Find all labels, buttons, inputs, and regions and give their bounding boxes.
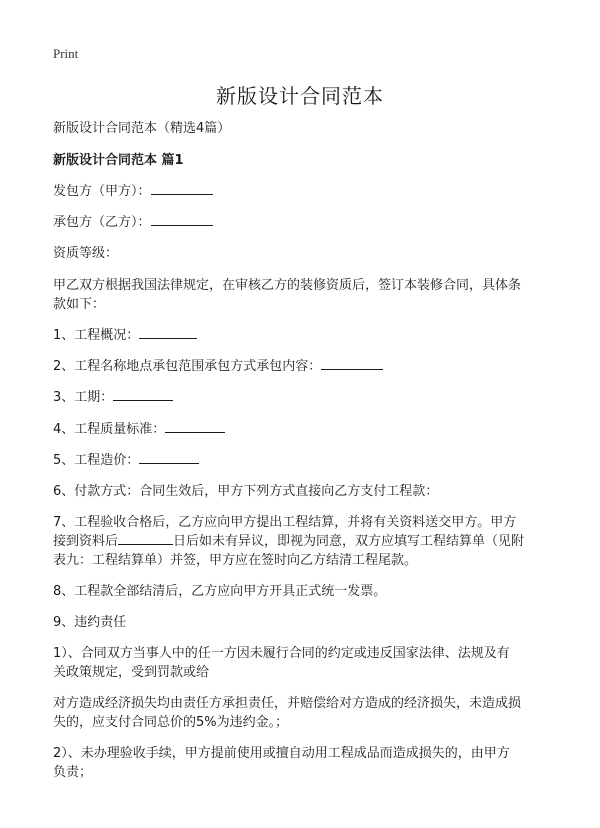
item-1-blank [139, 326, 197, 339]
document-title: 新版设计合同范本 [216, 84, 384, 108]
item-4-blank [165, 420, 225, 433]
intro-line-1: 甲乙双方根据我国法律规定，在审核乙方的装修资质后，签订本装修合同，具体条 [53, 278, 522, 293]
document-subtitle: 新版设计合同范本（精选4篇） [53, 121, 231, 136]
item-3-blank [113, 388, 173, 401]
party-a-label: 发包方（甲方）： [53, 184, 151, 199]
party-b-line [53, 213, 553, 233]
clause-2-line-1: 2）、未办理验收手续，甲方提前使用或擅自动用工程成品而造成损失的，由甲方 [53, 746, 510, 761]
print-label[interactable]: Print [53, 46, 79, 61]
qualification-label: 资质等级： [53, 246, 119, 261]
item-7-line-3: 表九：工程结算单）并签，甲方应在签时向乙方结清工程尾款。 [53, 553, 418, 568]
item-2-line [53, 357, 553, 377]
item-5-line [53, 451, 553, 471]
item-3-label: 3、工期： [53, 390, 114, 405]
item-1-line [53, 326, 553, 346]
item-4-label: 4、工程质量标准： [53, 422, 166, 437]
item-9: 9、违约责任 [53, 615, 127, 630]
clause-1-line-1: 1）、合同双方当事人中的任一方因未履行合同的约定或违反国家法律、法规及有 [53, 646, 510, 661]
item-5-label: 5、工程造价： [53, 453, 140, 468]
item-1-label: 1、工程概况： [53, 328, 140, 343]
clause-2-line-2: 负责； [53, 765, 93, 780]
item-4-line [53, 420, 553, 440]
item-7-line-2-start: 接到资料后 [53, 534, 119, 549]
party-a-line [53, 182, 553, 202]
item-7-days-blank [118, 532, 173, 545]
item-6: 6、付款方式：合同生效后，甲方下列方式直接向乙方支付工程款： [53, 484, 439, 499]
party-a-blank [151, 182, 213, 195]
item-8: 8、工程款全部结清后，乙方应向甲方开具正式统一发票。 [53, 584, 387, 599]
intro-line-2: 款如下： [53, 297, 106, 312]
section-title: 新版设计合同范本 篇1 [53, 153, 184, 168]
item-7-line-1: 7、工程验收合格后，乙方应向甲方提出工程结算，并将有关资料送交甲方。甲方 [53, 515, 517, 530]
clause-1b-line-1: 对方造成经济损失均由责任方承担责任，并赔偿给对方造成的经济损失，未造成损 [53, 696, 522, 711]
item-3-line [53, 388, 553, 408]
item-5-blank [139, 451, 199, 464]
party-b-label: 承包方（乙方）： [53, 215, 151, 230]
item-7-line-2-end: 日后如未有异议，即视为同意，双方应填写工程结算单（见附 [173, 534, 525, 549]
clause-1-line-2: 关政策规定，受到罚款或给 [53, 665, 210, 680]
item-7-line-2 [53, 532, 553, 552]
clause-1b-line-2: 失的，应支付合同总价的5%为违约金。； [53, 715, 289, 730]
item-2-blank [321, 357, 383, 370]
party-b-blank [151, 213, 213, 226]
item-2-label: 2、工程名称地点承包范围承包方式承包内容： [53, 359, 322, 374]
